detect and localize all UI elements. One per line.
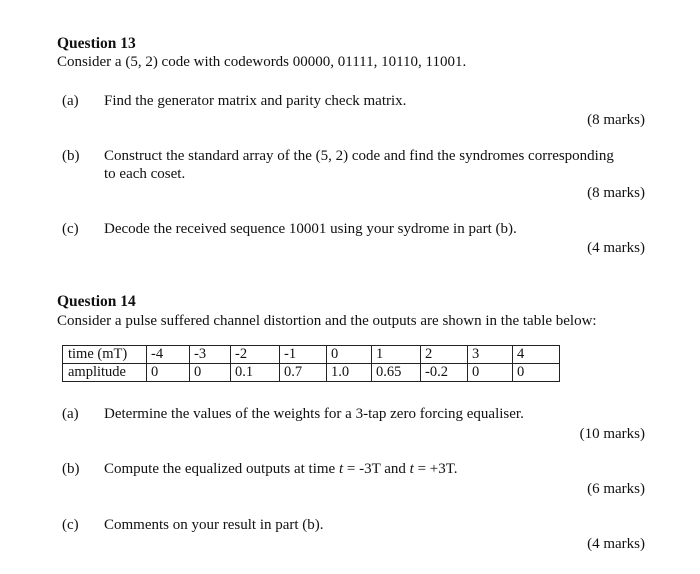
- time-cell: -1: [280, 346, 327, 364]
- time-cell: 3: [468, 346, 513, 364]
- amplitude-cell: -0.2: [421, 364, 468, 382]
- q13b-text-line1: Construct the standard array of the (5, 2) code and find the syndromes corresponding: [104, 148, 614, 164]
- time-cell: -3: [190, 346, 231, 364]
- q13a-marks: (8 marks): [587, 112, 645, 128]
- q13c-text: Decode the received sequence 10001 using your sydrome in part (b).: [104, 221, 517, 237]
- q14b-text: [104, 460, 458, 478]
- q14c-marks: (4 marks): [587, 536, 645, 552]
- amplitude-cell: 1.0: [327, 364, 372, 382]
- table-row-time: [63, 346, 560, 364]
- amplitude-cell: 0: [468, 364, 513, 382]
- q13c-label: (c): [62, 221, 79, 237]
- q14a-text: Determine the values of the weights for a 3-tap zero forcing equaliser.: [104, 406, 524, 422]
- amplitude-cell: 0.7: [280, 364, 327, 382]
- q13a-label: (a): [62, 93, 79, 109]
- q14-title: Question 14: [57, 293, 136, 310]
- time-cell: 0: [327, 346, 372, 364]
- q14b-var-t2: t: [409, 461, 414, 477]
- q13-intro: Consider a (5, 2) code with codewords 00000, 01111, 10110, 11001.: [57, 54, 467, 70]
- channel-output-table: [62, 345, 560, 382]
- amplitude-cell: 0: [513, 364, 560, 382]
- q14-intro: Consider a pulse suffered channel distortion and the outputs are shown in the table below:: [57, 313, 597, 329]
- q14a-label: (a): [62, 406, 79, 422]
- time-cell: 4: [513, 346, 560, 364]
- q13a-text: Find the generator matrix and parity check matrix.: [104, 93, 407, 109]
- q13b-label: (b): [62, 148, 80, 164]
- amplitude-cell: 0.65: [372, 364, 421, 382]
- q13b-marks: (8 marks): [587, 185, 645, 201]
- q14c-label: (c): [62, 517, 79, 533]
- q14b-var-t1: t: [338, 461, 344, 477]
- q14b-text-mid: = -3T and: [343, 461, 410, 477]
- q14b-text-pre: Compute the equalized outputs at time: [104, 461, 339, 477]
- q14a-marks: (10 marks): [579, 426, 645, 442]
- time-cell: -4: [147, 346, 190, 364]
- row-header-time: time (mT): [63, 346, 147, 364]
- table-row-amplitude: [63, 364, 560, 382]
- time-cell: -2: [231, 346, 280, 364]
- q14b-label: (b): [62, 461, 80, 477]
- q14c-text: Comments on your result in part (b).: [104, 517, 324, 533]
- q14b-marks: (6 marks): [587, 481, 645, 497]
- row-header-amplitude: amplitude: [63, 364, 147, 382]
- q13b-text-line2: to each coset.: [104, 166, 186, 182]
- q14b-text-end: = +3T.: [413, 461, 458, 477]
- amplitude-cell: 0: [190, 364, 231, 382]
- time-cell: 2: [421, 346, 468, 364]
- time-cell: 1: [372, 346, 421, 364]
- q13c-marks: (4 marks): [587, 240, 645, 256]
- amplitude-cell: 0.1: [231, 364, 280, 382]
- q13-title: Question 13: [57, 35, 136, 52]
- amplitude-cell: 0: [147, 364, 190, 382]
